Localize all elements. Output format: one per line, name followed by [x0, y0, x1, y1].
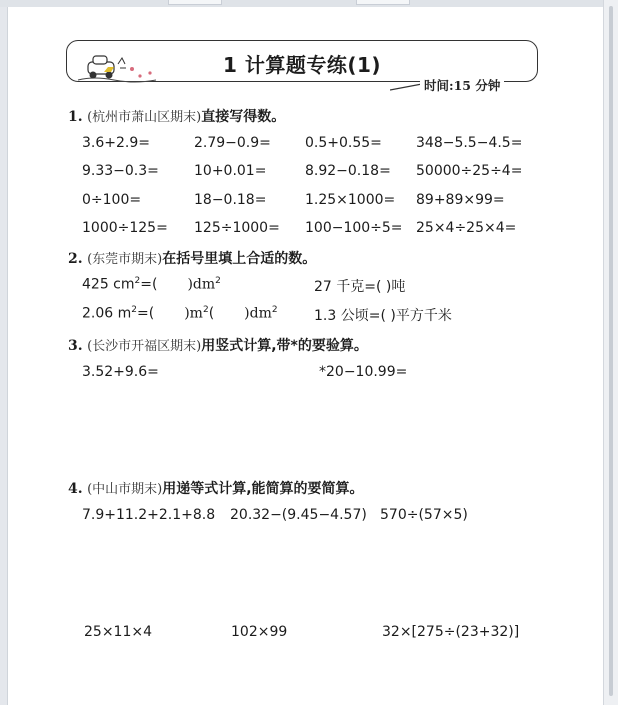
q4-item: 32×[275÷(23+32)] [382, 624, 520, 640]
q4-item: 20.32−(9.45−4.57) [230, 507, 367, 523]
q4-source: (中山市期末) [87, 482, 163, 497]
car-decoration-icon [74, 50, 160, 86]
page-title: 1 计算题专练(1) [222, 53, 382, 77]
q4-item: 570÷(57×5) [380, 507, 468, 523]
q3-number: 3. [68, 338, 83, 354]
q3-source: (长沙市开福区期末) [87, 339, 202, 354]
q4-item: 25×11×4 [84, 624, 152, 640]
q4-number: 4. [68, 481, 83, 497]
q3-instruction: 用竖式计算,带*的要验算。 [201, 338, 368, 354]
q1-item: 10+0.01= [194, 163, 267, 179]
q1-number: 1. [68, 109, 83, 125]
q2-instruction: 在括号里填上合适的数。 [162, 251, 317, 267]
q1-item: 125÷1000= [194, 220, 280, 236]
q2-item-m2: 2.06 $m^2=$( )$m^2$( )$dm^2$ [82, 305, 278, 322]
q1-item: 8.92−0.18= [305, 163, 391, 179]
q1-item: 50000÷25÷4= [416, 163, 523, 179]
q1-item: 0.5+0.55= [305, 135, 382, 151]
q2-item-kg: 27 千克=( )吨 [314, 279, 406, 295]
q1-item: 2.79−0.9= [194, 135, 271, 151]
q1-item: 89+89×99= [416, 192, 505, 208]
q1-item: 0÷100= [82, 192, 142, 208]
q2-item-hectare: 1.3 公顷=( )平方千米 [314, 308, 452, 324]
q4-item: 102×99 [231, 624, 288, 640]
q1-source: (杭州市萧山区期末) [87, 110, 202, 125]
q1-instruction: 直接写得数。 [201, 109, 286, 125]
q2-number: 2. [68, 251, 83, 267]
time-pencil-line [390, 82, 422, 92]
q1-item: 3.6+2.9= [82, 135, 150, 151]
q2-source: (东莞市期末) [87, 252, 163, 267]
scrollbar-thumb[interactable] [609, 6, 613, 696]
time-limit-label: 时间:15 分钟 [420, 76, 504, 94]
q1-item: 1.25×1000= [305, 192, 396, 208]
q1-item: 25×4÷25×4= [416, 220, 517, 236]
q3-item: *20−10.99= [319, 364, 408, 380]
viewer-top-bar [0, 0, 618, 7]
q2-heading [68, 248, 316, 268]
q1-item: 9.33−0.3= [82, 163, 159, 179]
viewer-tab[interactable] [356, 0, 410, 5]
viewer-tab[interactable] [168, 0, 222, 5]
q3-heading [68, 335, 368, 355]
q1-item: 1000÷125= [82, 220, 168, 236]
q3-item: 3.52+9.6= [82, 364, 159, 380]
q1-item: 100−100÷5= [305, 220, 403, 236]
q2-item-cm2: 425 $cm^2=$( )$dm^2$ [82, 276, 221, 293]
q4-heading [68, 478, 364, 498]
q4-instruction: 用递等式计算,能简算的要简算。 [162, 481, 364, 497]
q4-item: 7.9+11.2+2.1+8.8 [82, 507, 216, 523]
q1-item: 18−0.18= [194, 192, 267, 208]
q1-item: 348−5.5−4.5= [416, 135, 523, 151]
scrollbar[interactable] [603, 0, 618, 705]
q1-heading [68, 106, 285, 126]
